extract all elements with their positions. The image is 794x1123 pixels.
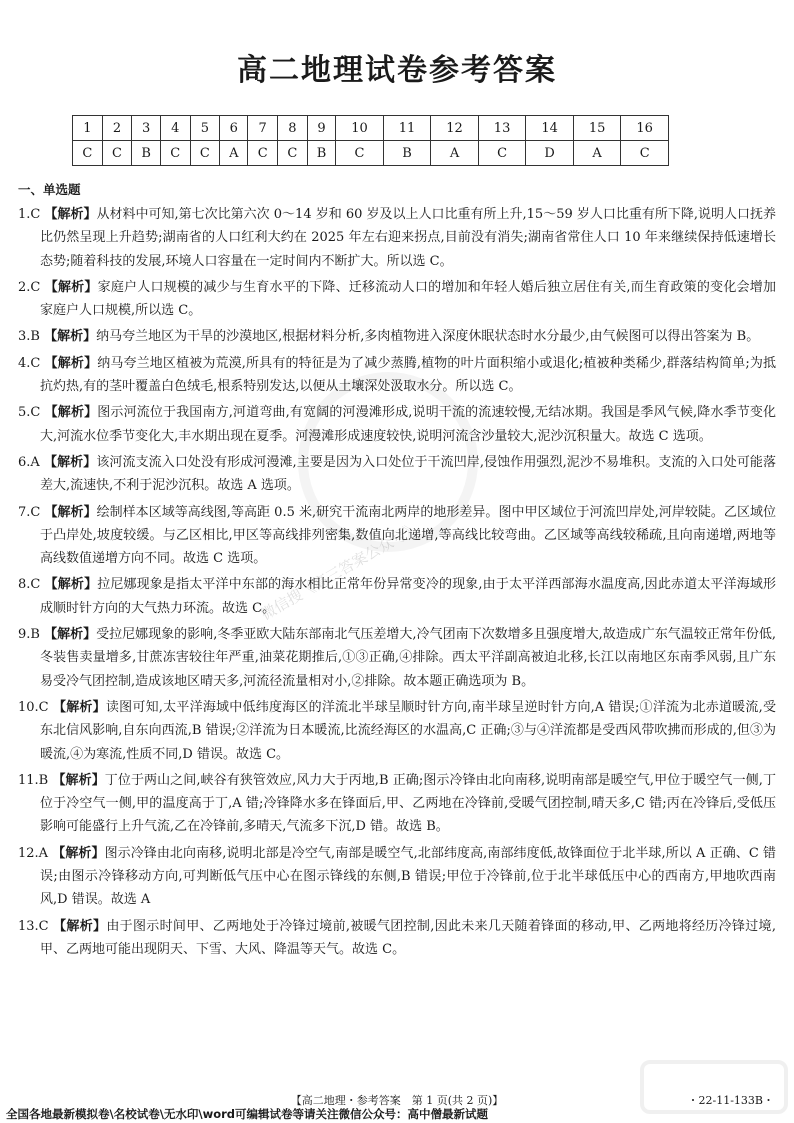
analysis-tag: 【解析】 xyxy=(44,405,98,421)
analysis-text: 该河流支流入口处没有形成河漫滩,主要是因为入口处位于干流凹岸,侵蚀作用强烈,泥沙不易堆积。支流的入口处可能落差大,流速快,不利于泥沙沉积。故选 A 选项。 xyxy=(40,454,776,494)
question-number: 8.C xyxy=(18,577,41,593)
question-number: 6.A xyxy=(18,454,40,470)
answer-letter-cell: A xyxy=(431,141,479,166)
answer-number-cell: 4 xyxy=(160,116,190,141)
section-heading: 一、单选题 xyxy=(18,182,81,197)
question-item xyxy=(18,915,776,962)
analysis-text: 图示冷锋由北向南移,说明北部是冷空气,南部是暖空气,北部纬度高,南部纬度低,故锋面位于北半球,所以 A 正确、C 错误;由图示冷锋移动方向,可判断低气压中心在图示锋线的东侧,B 错误;甲位于冷锋前,位于北半球低压中心的西南方,甲地吹西南风,D 错误。故选 A xyxy=(40,845,777,908)
answer-table-answer-row xyxy=(73,141,669,166)
question-number: 11.B xyxy=(18,772,49,788)
answer-table xyxy=(72,115,669,166)
answer-number-cell: 2 xyxy=(102,116,132,141)
question-number: 4.C xyxy=(18,355,41,371)
answer-letter-cell: B xyxy=(383,141,431,166)
answer-number-cell: 1 xyxy=(73,116,103,141)
answer-letter-cell: B xyxy=(132,141,161,166)
analysis-tag: 【解析】 xyxy=(44,504,97,520)
answer-letter-cell: C xyxy=(278,141,308,166)
answer-letter-cell: C xyxy=(248,141,278,166)
question-item xyxy=(18,769,776,839)
answer-letter-cell: B xyxy=(307,141,336,166)
answer-number-cell: 14 xyxy=(526,116,574,141)
question-number: 2.C xyxy=(18,279,41,295)
answer-number-cell: 13 xyxy=(478,116,526,141)
answer-letter-cell: C xyxy=(621,141,669,166)
question-item xyxy=(18,573,776,620)
answer-number-cell: 8 xyxy=(278,116,308,141)
analysis-tag: 【解析】 xyxy=(44,454,97,470)
answer-letter-cell: C xyxy=(190,141,220,166)
answer-number-cell: 7 xyxy=(248,116,278,141)
bottom-banner: 全国各地最新模拟卷\名校试卷\无水印\word可编辑试卷等请关注微信公众号：高中僧最新试题 xyxy=(6,1107,489,1121)
answer-letter-cell: C xyxy=(336,141,384,166)
answer-number-cell: 10 xyxy=(336,116,384,141)
page-footer xyxy=(0,1092,794,1106)
page-title: 高二地理试卷参考答案 xyxy=(237,53,557,88)
answer-letter-cell: C xyxy=(73,141,103,166)
analysis-tag: 【解析】 xyxy=(44,207,97,222)
answer-number-cell: 16 xyxy=(621,116,669,141)
analysis-text: 由于图示时间甲、乙两地处于冷锋过境前,被暖气团控制,因此未来几天随着锋面的移动,甲、乙两地将经历冷锋过境,甲、乙两地可能出现阴天、下雪、大风、降温等天气。故选 C。 xyxy=(40,918,776,957)
footer-page-info: 【高二地理・参考答案 第 1 页(共 2 页)】 xyxy=(290,1094,504,1107)
answer-letter-cell: C xyxy=(160,141,190,166)
analysis-tag: 【解析】 xyxy=(52,699,106,715)
answer-letter-cell: C xyxy=(102,141,132,166)
answer-letter-cell: C xyxy=(478,141,526,166)
answer-number-cell: 9 xyxy=(307,116,336,141)
analysis-text: 家庭户人口规模的减少与生育水平的下降、迁移流动人口的增加和年轻人婚后独立居住有关,而生育政策的变化会增加家庭户人口规模,所以选 C。 xyxy=(40,279,776,319)
analysis-text: 绘制样本区域等高线图,等高距 0.5 米,研究干流南北两岸的地形差异。图中甲区域位于河流凹岸处,河岸较陡。乙区域位于凸岸处,坡度较缓。与乙区相比,甲区等高线排列密集,数值向北递增,等高线比较弯曲。乙区域等高线较稀疏,且向南递增,两地等高线数值递增方向不同。故选 C 选项。 xyxy=(40,504,776,567)
question-item xyxy=(18,352,776,399)
answer-number-cell: 12 xyxy=(431,116,479,141)
question-item xyxy=(18,623,776,693)
question-item xyxy=(18,276,776,323)
analysis-text: 从材料中可知,第七次比第六次 0～14 岁和 60 岁及以上人口比重有所上升,15～59 岁人口比重有所下降,说明人口抚养比仍然呈现上升趋势;湖南省的人口红利大约在 2025 年左右迎来拐点,目前没有消失;湖南省常住人口 10 年来继续保持低速增长态势;随着科技的发展,环境人口容量在一定时间内不断扩大。所以选 C。 xyxy=(40,207,777,269)
analysis-text: 读图可知,太平洋海域中低纬度海区的洋流北半球呈顺时针方向,南半球呈逆时针方向,A 错误;①洋流为北赤道暖流,受东北信风影响,自东向西流,B 错误;②洋流为日本暖流,比流经海区的水温高,C 正确;③与④洋流都是受西风带吹拂而形成的,但③为暖流,④为寒流,性质不同,D 错误。故选 C。 xyxy=(40,699,776,762)
question-number: 1.C xyxy=(18,207,41,222)
question-number: 12.A xyxy=(18,845,49,861)
analysis-text: 图示河流位于我国南方,河道弯曲,有宽阔的河漫滩形成,说明干流的流速较慢,无结冰期。我国是季风气候,降水季节变化大,河流水位季节变化大,丰水期出现在夏季。河漫滩形成速度较快,说明河流含沙量较大,泥沙沉积量大。故选 C 选项。 xyxy=(40,405,776,444)
answer-number-cell: 6 xyxy=(220,116,248,141)
analysis-tag: 【解析】 xyxy=(44,329,97,345)
question-list xyxy=(18,203,776,964)
question-item xyxy=(18,842,776,912)
analysis-text: 丁位于两山之间,峡谷有狭管效应,风力大于丙地,B 正确;图示冷锋由北向南移,说明南部是暖空气,甲位于暖空气一侧,丁位于冷空气一侧,甲的温度高于丁,A 错;冷锋降水多在锋面后,甲、乙两地在冷锋前,受暖气团控制,晴天多,C 错;丙在冷锋后,受低压影响可能盛行上升气流,乙在冷锋前,多晴天,气流多下沉,D 错。故选 B。 xyxy=(40,772,776,835)
question-number: 9.B xyxy=(18,627,40,643)
analysis-text: 拉尼娜现象是指太平洋中东部的海水相比正常年份异常变冷的现象,由于太平洋西部海水温度高,因此赤道太平洋海域形成顺时针方向的大气热力环流。故选 C。 xyxy=(40,577,776,616)
question-number: 7.C xyxy=(18,504,41,520)
question-item xyxy=(18,696,776,766)
question-number: 3.B xyxy=(18,329,40,345)
answer-number-cell: 5 xyxy=(190,116,220,141)
analysis-tag: 【解析】 xyxy=(44,279,98,295)
answer-table-number-row xyxy=(73,116,669,141)
analysis-text: 受拉尼娜现象的影响,冬季亚欧大陆东部南北气压差增大,冷气团南下次数增多且强度增大,故造成广东气温较正常年份低,冬装售卖量增多,甘蔗冻害较往年严重,油菜花期推后,①③正确,④排除。西太平洋副高被迫北移,长江以南地区东南季风弱,且广东易受冷气团控制,造成该地区晴天多,河流径流量相对小,②排除。故本题正确选项为 B。 xyxy=(40,627,776,689)
answer-number-cell: 11 xyxy=(383,116,431,141)
analysis-tag: 【解析】 xyxy=(53,918,107,934)
question-number: 10.C xyxy=(18,699,49,715)
footer-code: ・22-11-133B・ xyxy=(687,1094,774,1107)
question-number: 13.C xyxy=(18,918,49,934)
answer-letter-cell: A xyxy=(573,141,621,166)
question-item xyxy=(18,401,776,448)
analysis-tag: 【解析】 xyxy=(44,577,98,593)
question-item xyxy=(18,325,776,348)
question-item xyxy=(18,203,776,273)
watermark-text: 微信搜《高三答案公众号》 xyxy=(257,518,423,624)
analysis-tag: 【解析】 xyxy=(44,355,98,371)
analysis-text: 纳马夸兰地区植被为荒漠,所具有的特征是为了减少蒸腾,植物的叶片面积缩小或退化;植被种类稀少,群落结构简单;为抵抗灼热,有的茎叶覆盖白色绒毛,根系特别发达,以便从土壤深处汲取水分。所以选 C。 xyxy=(40,355,776,395)
answer-number-cell: 15 xyxy=(573,116,621,141)
answer-letter-cell: D xyxy=(526,141,574,166)
question-number: 5.C xyxy=(18,405,41,421)
analysis-tag: 【解析】 xyxy=(52,845,105,861)
analysis-text: 纳马夸兰地区为干旱的沙漠地区,根据材料分析,多肉植物进入深度休眠状态时水分最少,由气候图可以得出答案为 B。 xyxy=(96,329,760,345)
analysis-tag: 【解析】 xyxy=(52,772,105,788)
answer-letter-cell: A xyxy=(220,141,248,166)
question-item xyxy=(18,501,776,571)
analysis-tag: 【解析】 xyxy=(44,627,97,643)
question-item xyxy=(18,451,776,498)
answer-number-cell: 3 xyxy=(132,116,161,141)
